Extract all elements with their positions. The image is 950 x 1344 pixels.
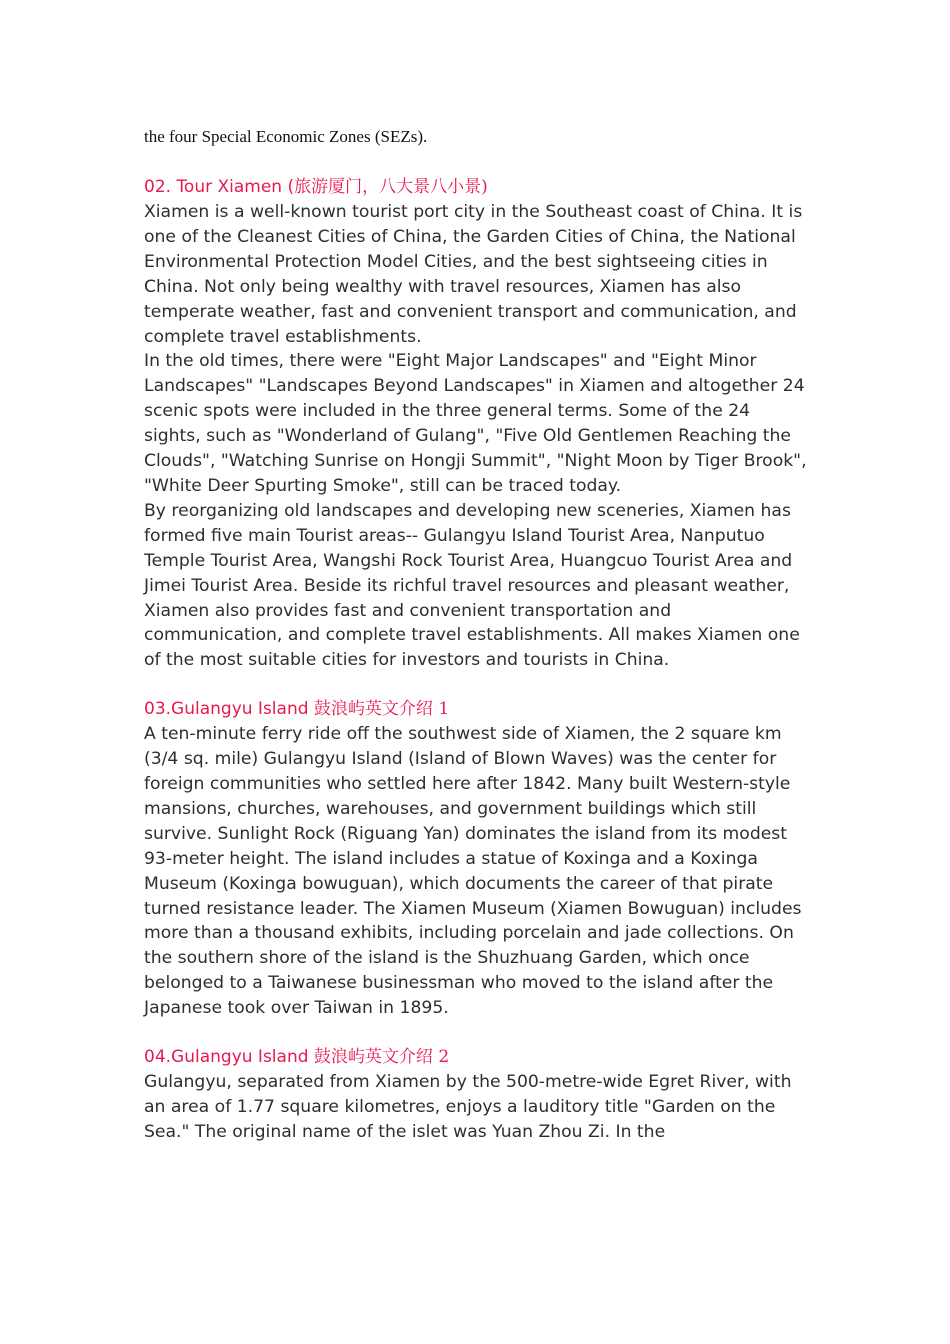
section-heading [144, 175, 812, 200]
paragraph: By reorganizing old landscapes and developing new sceneries, Xiamen has formed five main Tourist areas-- Gulangyu Island Tourist Area, Nanputuo Temple Tourist Area, Wangshi Rock Tourist Area, Huangcuo Tourist Area and Jimei Tourist Area. Beside its richful travel resources and pleasant weather, Xiamen also provides fast and convenient transportation and communication, and complete travel establishments. All makes Xiamen one of the most suitable cities for investors and tourists in China. [144, 500, 800, 671]
section-gulangyu-1 [144, 697, 812, 1021]
heading-chinese: 旅游厦门，八大景八小景) [294, 177, 488, 197]
heading-english: 03.Gulangyu Island [144, 699, 314, 720]
paragraph: Gulangyu, separated from Xiamen by the 500-metre-wide Egret River, with an area of 1.77 square kilometres, enjoys a lauditory title "Garden on the Sea." The original name of the islet was Yuan Zhou Zi. In the [144, 1072, 792, 1142]
paragraph: In the old times, there were "Eight Major Landscapes" and "Eight Minor Landscapes" "Landscapes Beyond Landscapes" in Xiamen and altogether 24 scenic spots were included in the three general terms. Some of the 24 sights, such as "Wonderland of Gulang", "Five Old Gentlemen Reaching the Clouds", "Watching Sunrise on Hongji Summit", "Night Moon by Tiger Brook", "White Deer Spurting Smoke", still can be traced today. [144, 351, 807, 496]
section-heading [144, 697, 812, 722]
section-gulangyu-2 [144, 1045, 812, 1145]
heading-chinese: 鼓浪屿英文介绍 1 [313, 699, 450, 720]
heading-english: 04.Gulangyu Island [144, 1047, 314, 1068]
heading-chinese: 鼓浪屿英文介绍 2 [313, 1047, 450, 1068]
heading-english: 02. Tour Xiamen ( [144, 177, 295, 197]
spacer [144, 1021, 812, 1045]
document-body [144, 124, 812, 1145]
section-tour-xiamen [144, 175, 812, 673]
intro-tail-text: the four Special Economic Zones (SEZs). [144, 127, 428, 146]
section-heading [144, 1045, 812, 1070]
paragraph: A ten-minute ferry ride off the southwest side of Xiamen, the 2 square km (3/4 sq. mile) Gulangyu Island (Island of Blown Waves) was the center for foreign communities who settled here after 1842. Many built Western-style mansions, churches, warehouses, and government buildings which still survive. Sunlight Rock (Riguang Yan) dominates the island from its modest 93-meter height. The island includes a statue of Koxinga and a Koxinga Museum (Koxinga bowuguan), which documents the career of that pirate turned resistance leader. The Xiamen Museum (Xiamen Bowuguan) includes more than a thousand exhibits, including porcelain and jade collections. On the southern shore of the island is the Shuzhuang Garden, which once belonged to a Taiwanese businessman who moved to the island after the Japanese took over Taiwan in 1895. [144, 724, 802, 1019]
paragraph: Xiamen is a well-known tourist port city in the Southeast coast of China. It is one of the Cleanest Cities of China, the Garden Cities of China, the National Environmental Protection Model Cities, and the best sightseeing cities in China. Not only being wealthy with travel resources, Xiamen has also temperate weather, fast and convenient transport and communication, and complete travel establishments. [144, 202, 803, 347]
spacer [144, 673, 812, 697]
spacer [144, 150, 812, 175]
